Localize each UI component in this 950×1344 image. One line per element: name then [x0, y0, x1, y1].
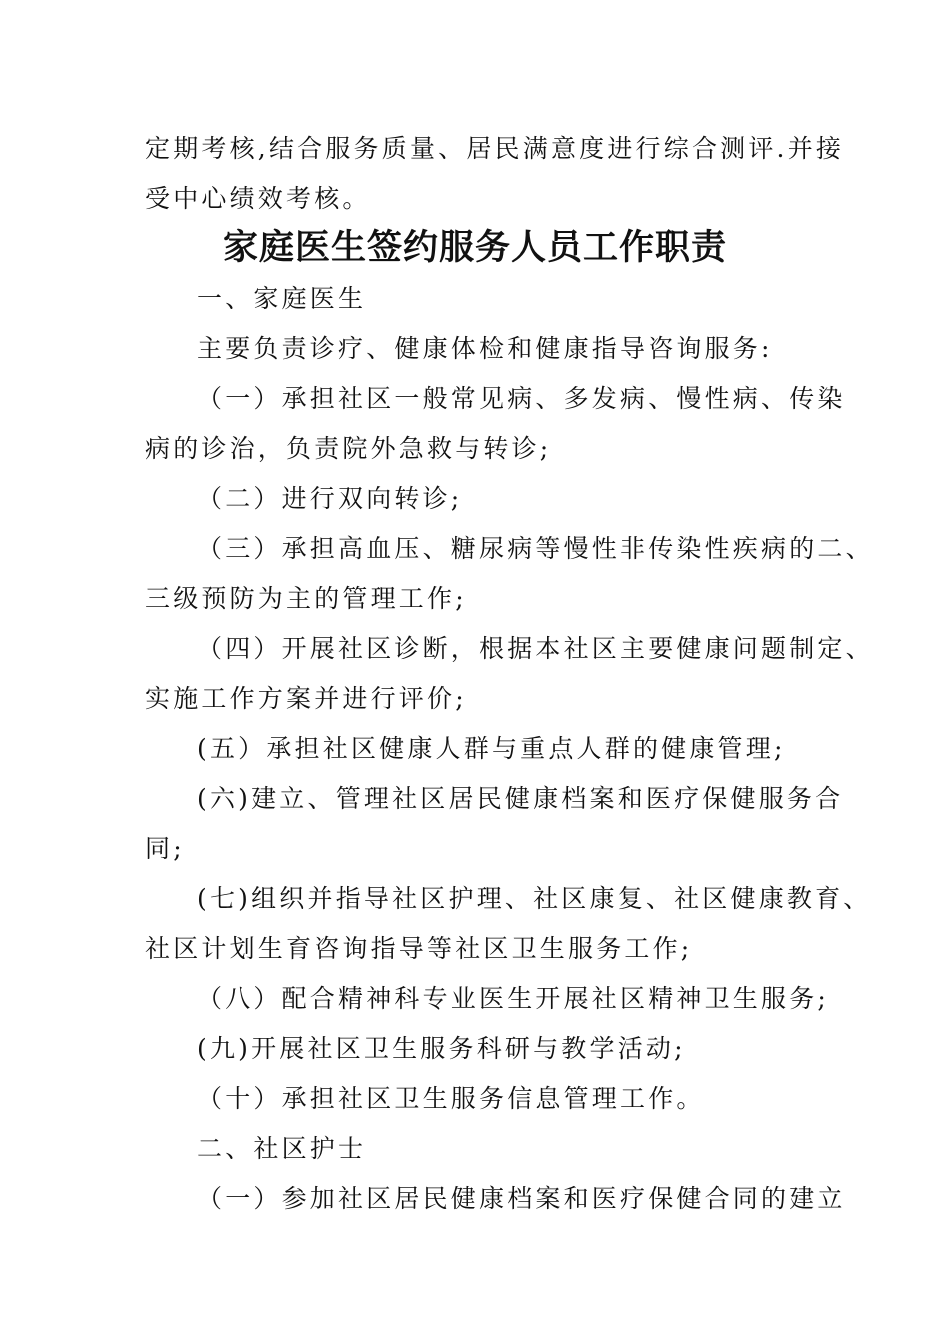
item-7-line-2: 社区计划生育咨询指导等社区卫生服务工作; [145, 934, 693, 963]
paragraph-continuation-line-1: 定期考核,结合服务质量、居民满意度进行综合测评.并接 [145, 134, 845, 163]
item-6-line-1: (六)建立、管理社区居民健康档案和医疗保健服务合 [197, 784, 844, 813]
nurse-item-1-line-1: （一）参加社区居民健康档案和医疗保健合同的建立 [197, 1184, 846, 1213]
item-2: （二）进行双向转诊; [197, 484, 463, 513]
item-9: (九)开展社区卫生服务科研与教学活动; [197, 1034, 686, 1063]
heading-family-doctor: 一、家庭医生 [197, 284, 367, 313]
item-4-line-1: （四）开展社区诊断，根据本社区主要健康问题制定、 [197, 634, 874, 663]
item-3-line-1: （三）承担高血压、糖尿病等慢性非传染性疾病的二、 [197, 534, 874, 563]
item-4-line-2: 实施工作方案并进行评价; [145, 684, 467, 713]
item-1-line-1: （一）承担社区一般常见病、多发病、慢性病、传染 [197, 384, 846, 413]
heading-community-nurse: 二、社区护士 [197, 1134, 367, 1163]
item-7-line-1: (七)组织并指导社区护理、社区康复、社区健康教育、 [197, 884, 872, 913]
item-8: （八）配合精神科专业医生开展社区精神卫生服务; [197, 984, 830, 1013]
section-title: 家庭医生签约服务人员工作职责 [222, 227, 727, 268]
paragraph-continuation-line-2: 受中心绩效考核。 [145, 184, 371, 213]
item-10: （十）承担社区卫生服务信息管理工作。 [197, 1084, 705, 1113]
item-5: (五）承担社区健康人群与重点人群的健康管理; [197, 734, 786, 763]
item-6-line-2: 同; [145, 834, 185, 863]
item-3-line-2: 三级预防为主的管理工作; [145, 584, 467, 613]
intro-text: 主要负责诊疗、健康体检和健康指导咨询服务: [197, 334, 773, 363]
item-1-line-2: 病的诊治，负责院外急救与转诊; [145, 434, 552, 463]
